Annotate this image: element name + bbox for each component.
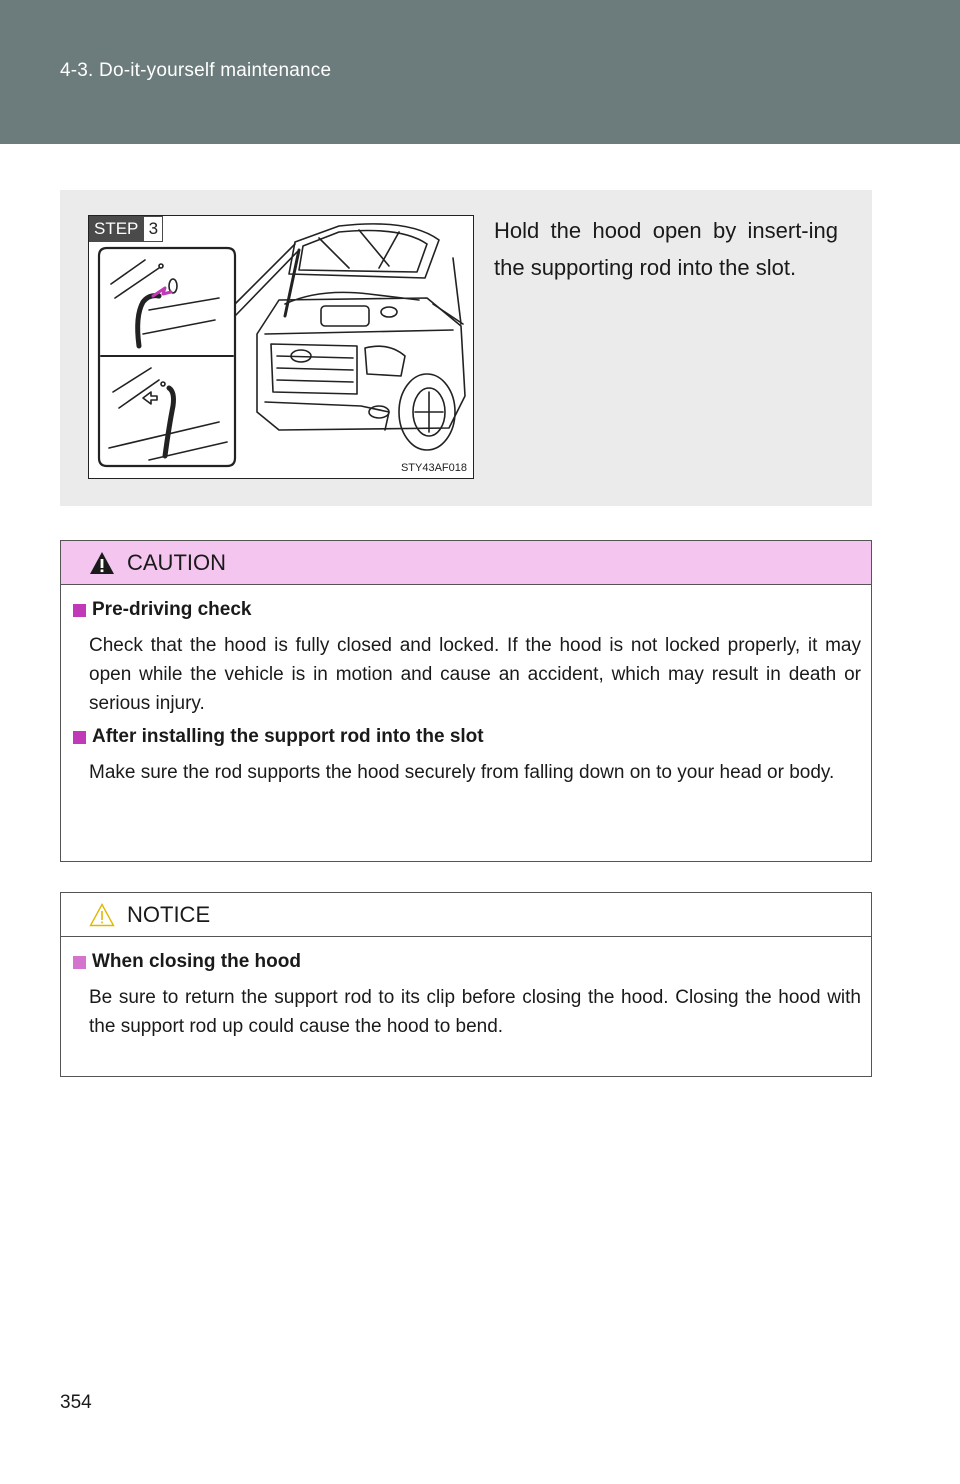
bullet-square-icon — [73, 956, 86, 969]
caution-item-title: After installing the support rod into the slot — [73, 726, 861, 748]
warning-triangle-icon — [89, 551, 115, 575]
notice-triangle-icon — [89, 903, 115, 927]
page-number: 354 — [60, 1392, 92, 1413]
section-title: 4-3. Do-it-yourself maintenance — [60, 60, 332, 81]
step-instruction: Hold the hood open by insert-ing the supporting rod into the slot. — [494, 218, 838, 280]
figure-code: STY43AF018 — [400, 462, 467, 474]
truck-hood-drawing — [89, 216, 473, 478]
caution-item-title: Pre-driving check — [73, 599, 861, 621]
notice-label: NOTICE — [127, 901, 211, 927]
caution-box — [60, 540, 872, 862]
step-badge — [89, 216, 163, 242]
step-box — [60, 190, 872, 506]
notice-header — [61, 893, 871, 937]
caution-item-text: Check that the hood is fully closed and locked. If the hood is not locked properly, it may open while the vehicle is in motion and cause an accident, which may result in death or serious injury. — [89, 635, 861, 714]
caution-item-text: Make sure the rod supports the hood securely from falling down on to your head or body. — [89, 762, 835, 783]
bullet-square-icon — [73, 731, 86, 744]
notice-item-text: Be sure to return the support rod to its clip before closing the hood. Closing the hood with the support rod up could cause the hood to bend. — [89, 987, 861, 1037]
notice-item-title: When closing the hood — [73, 951, 861, 973]
page-header — [0, 0, 960, 144]
step-label: STEP — [89, 216, 143, 242]
step-number: 3 — [143, 216, 163, 242]
hood-support-illustration — [88, 215, 474, 479]
caution-label: CAUTION — [127, 549, 226, 575]
caution-header — [61, 541, 871, 585]
bullet-square-icon — [73, 604, 86, 617]
notice-box — [60, 892, 872, 1077]
